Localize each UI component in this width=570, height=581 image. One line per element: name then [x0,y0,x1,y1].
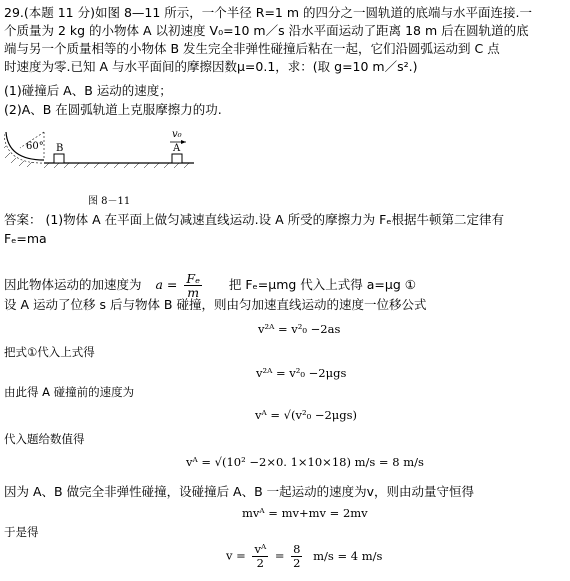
accel-lhs: a = [155,277,178,292]
block-b [54,154,64,163]
label-a: A [173,143,181,154]
eq6-num-1: vᴬ [254,542,267,556]
answer-line-6: 由此得 A 碰撞前的速度为 [4,385,135,399]
answer-line-8: 因为 A、B 做完全非弹性碰撞，设碰撞后 A、B 一起运动的速度为v，则由动量守恒得 [4,484,475,499]
answer-line-1: 答案： (1)物体 A 在平面上做匀减速直线运动.设 A 所受的摩擦力为 Fₑ根据牛顿第二定律有 [4,212,505,227]
eq6-den-2: 2 [293,556,301,570]
eq6-equals: = [274,548,285,563]
answer-line-5: 把式①代入上式得 [4,345,95,359]
eq6-rhs: m/s = 4 m/s [313,548,383,563]
eq6-fraction-1 [252,543,268,570]
eq6-num-2: 8 [293,542,301,556]
accel-numerator: Fₑ [186,271,200,286]
problem-line-4: 时速度为零.已知 A 与水平面间的摩擦因数μ=0.1，求：(取 g=10 m／s².) [4,59,418,74]
accel-fraction [184,272,202,299]
angle-label: 60° [26,141,44,152]
eq6-lhs: v = [226,548,246,563]
question-2: (2)A、B 在圆弧轨道上克服摩擦力的功. [4,102,222,117]
equation-1: v²ᴬ = v²₀ −2as [258,322,341,336]
label-v0: v₀ [172,129,182,140]
answer-line-4: 设 A 运动了位移 s 后与物体 B 碰撞，则由匀加速直线运动的速度一位移公式 [4,297,427,312]
answer-line-9: 于是得 [4,525,39,539]
equation-6 [226,543,382,570]
block-a [172,154,182,163]
answer-line-7: 代入题给数值得 [4,432,85,446]
answer-line-2: Fₑ=ma [4,231,47,246]
problem-line-1: 29.(本题 11 分)如图 8—11 所示，一个半径 R=1 m 的四分之一圆轨道的底端与水平面连接.一 [4,5,532,20]
equation-4: vᴬ = √(10² −2×0. 1×10×18) m/s = 8 m/s [186,455,424,469]
eq6-fraction-2 [291,543,302,570]
figure-caption: 图 8－11 [88,196,131,207]
problem-line-2: 个质量为 2 kg 的小物体 A 以初速度 V₀=10 m／s 沿水平面运动了距离 18 m 后在圆轨道的底 [4,23,529,38]
problem-line-3: 端与另一个质量相等的小物体 B 发生完全非弹性碰撞后粘在一起，它们沿圆弧运动到 C 点 [4,41,500,56]
answer-line-3 [4,272,416,299]
equation-5: mvᴬ = mv+mv = 2mv [242,506,368,520]
label-b: B [56,143,64,154]
accel-denominator: m [187,285,200,300]
accel-intro: 因此物体运动的加速度为 [4,277,142,292]
accel-substitution: 把 Fₑ=μmg 代入上式得 a=μg ① [228,277,416,292]
eq6-den-1: 2 [256,556,264,570]
equation-3: vᴬ = √(v²₀ −2μgs) [255,408,358,422]
question-1: (1)碰撞后 A、B 运动的速度； [4,83,172,98]
equation-2: v²ᴬ = v²₀ −2μgs [256,366,347,380]
